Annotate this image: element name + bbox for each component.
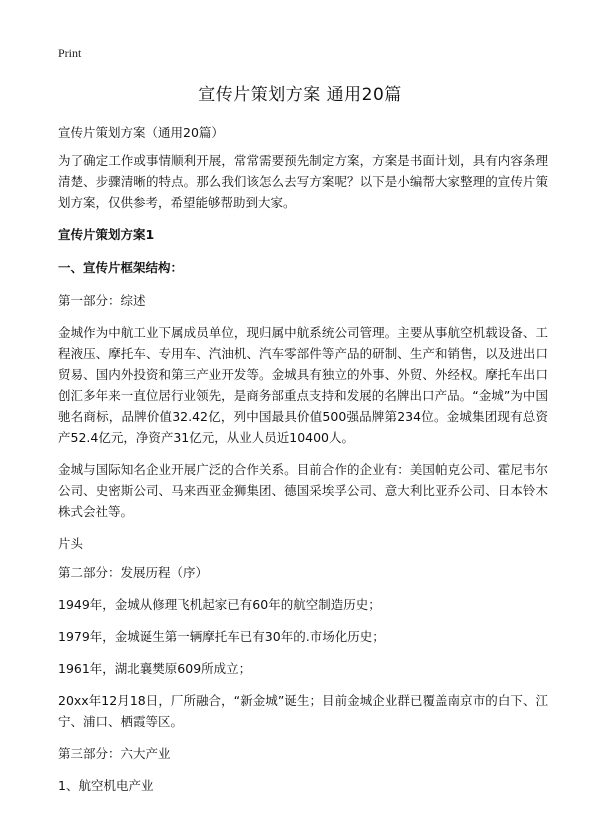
framework-heading: 一、宣传片框架结构： [58, 260, 184, 275]
history-item: 1961年，湖北襄樊原609所成立； [58, 661, 252, 676]
overview-paragraph: 金城作为中航工业下属成员单位，现归属中航系统公司管理。主要从事航空机载设备、工程液压、摩托车、专用车、汽油机、汽车零部件等产品的研制、生产和销售，以及进出口贸易、国内外投资和第三产业开发等。金城具有独立的外事、外贸、外经权。摩托车出口创汇多年来一直位居行业领先，是商务部重点支持和发展的名牌出口产品。“金城”为中国驰名商标，品牌价值32.42亿，列中国最具价值500强品牌第234位。金城集团现有总资产52.4亿元，净资产31亿元，从业人员近10400人。 [58, 325, 548, 445]
pian-tou-label: 片头 [58, 536, 84, 551]
history-item: 1949年，金城从修理飞机起家已有60年的航空制造历史； [58, 597, 381, 612]
intro-paragraph: 为了确定工作或事情顺利开展，常常需要预先制定方案，方案是书面计划，具有内容条理清楚、步骤清晰的特点。那么我们该怎么去写方案呢？以下是小编帮大家整理的宣传片策划方案，仅供参考，希望能够帮助到大家。 [58, 153, 548, 210]
document-subtitle: 宣传片策划方案（通用20篇） [58, 125, 224, 140]
part2-label: 第二部分：发展历程（序） [58, 565, 209, 580]
section-heading: 宣传片策划方案1 [58, 227, 155, 242]
part3-label: 第三部分：六大产业 [58, 746, 171, 761]
document-body [58, 122, 548, 807]
part1-label: 第一部分：综述 [58, 293, 146, 308]
print-link[interactable]: Print [58, 46, 82, 60]
industry-item: 1、航空机电产业 [58, 778, 154, 793]
cooperation-paragraph: 金城与国际知名企业开展广泛的合作关系。目前合作的企业有：美国帕克公司、霍尼韦尔公司、史密斯公司、马来西亚金狮集团、德国采埃孚公司、意大利比亚乔公司、日本铃木株式会社等。 [58, 462, 548, 519]
history-item: 20xx年12月18日，厂所融合，“新金城”诞生；目前金城企业群已覆盖南京市的白下、江宁、浦口、栖霞等区。 [58, 693, 548, 729]
history-item: 1979年，金城诞生第一辆摩托车已有30年的.市场化历史； [58, 629, 385, 644]
page-title: 宣传片策划方案 通用20篇 [198, 85, 402, 105]
